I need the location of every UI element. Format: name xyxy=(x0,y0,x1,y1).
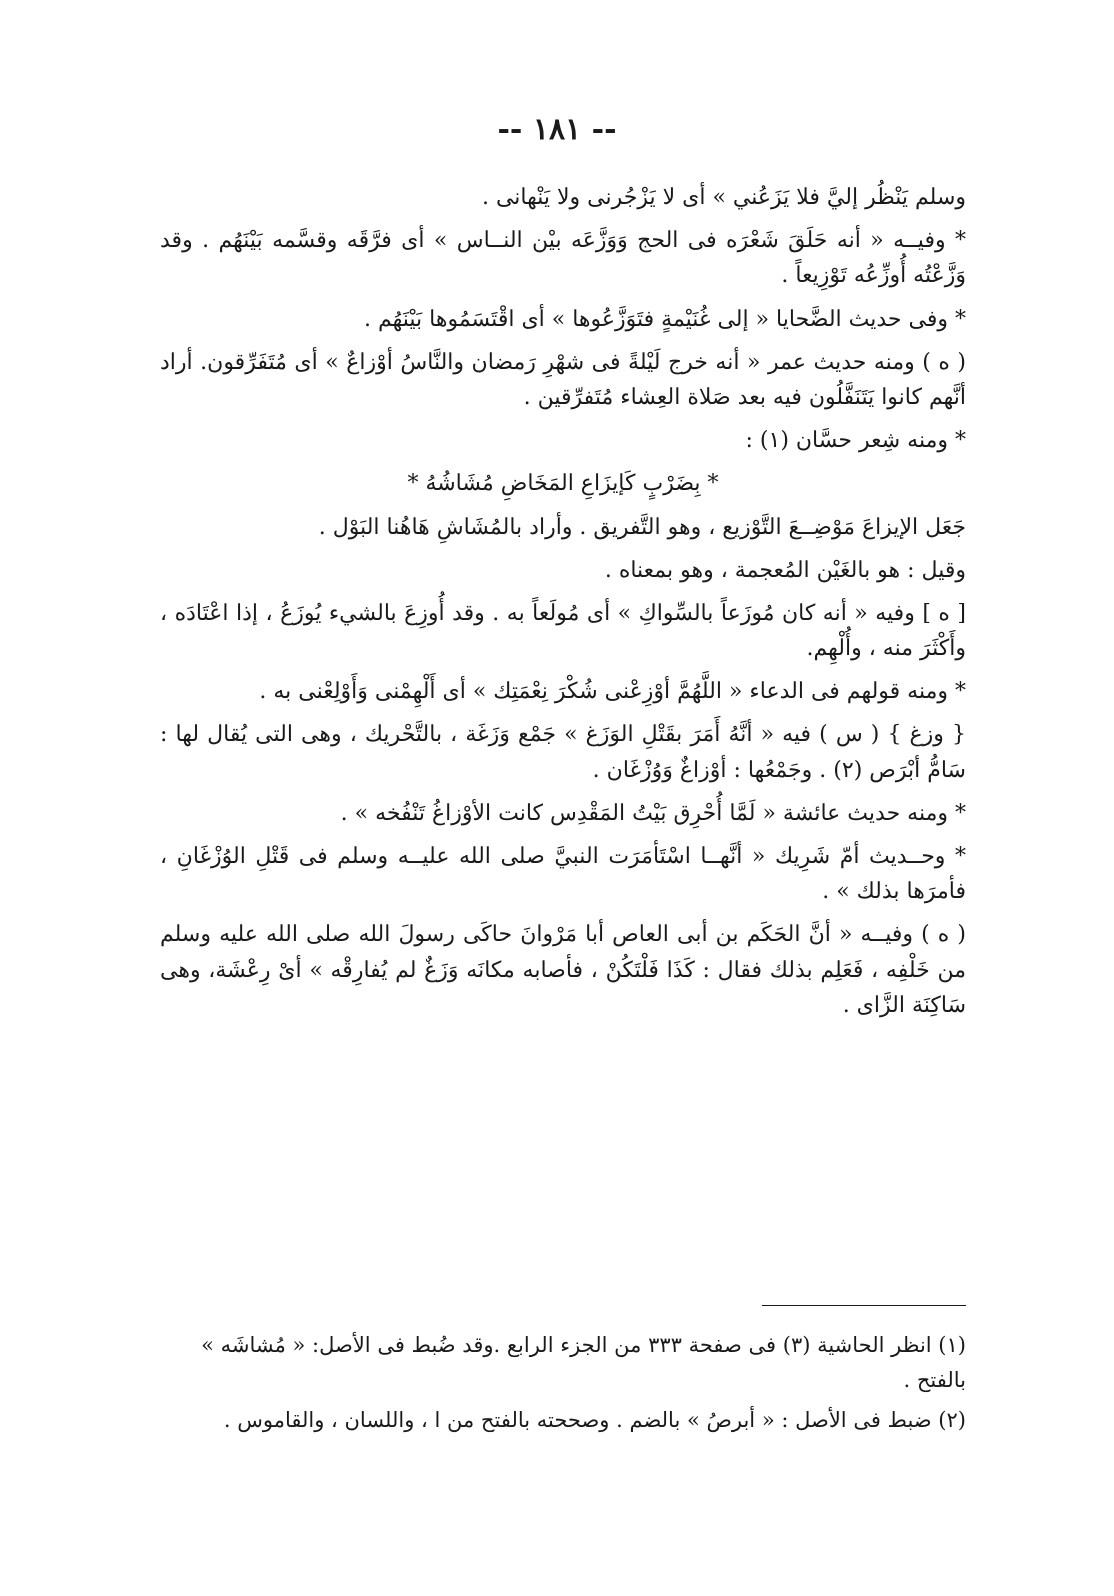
footnotes xyxy=(160,1328,966,1444)
paragraph: [ ه ] وفيه « أنه كان مُوزَعاً بالسِّواكِ » أى مُولَعاً به . وقد أُوزِعَ بالشيء يُوزَعُ ، إذا اعْتَادَه ، وأَكْثَرَ منه ، وأُلْهِم. xyxy=(160,600,966,662)
paragraph: * وفى حديث الضَّحايا « إلى غُنَيْمةٍ فتَوَزَّعُوها » أى اقْتَسَمُوها بَيْنَهُم . xyxy=(364,306,966,332)
paragraph: * ومنه قولهم فى الدعاء « اللَّهُمَّ أوْزِعْنى شُكْرَ نِعْمَتِك » أى أَلْهِمْنى وَأَوْلِعْنى به . xyxy=(259,679,966,705)
footnote: (٢) ضبط فى الأصل : « أبرصُ » بالضم . وصححته بالفتح من ا ، واللسان ، والقاموس . xyxy=(223,1408,966,1433)
paragraph: ( ه ) وفيــه « أنَّ الحَكَم بن أبى العاص أبا مَرْوانَ حاكَى رسولَ الله صلى الله عليه وسلم من خَلْفِه ، فَعَلِم بذلك فقال : كَذَا فَلْتَكُنْ ، فأصابه مكانَه وَزَغٌ لم يُفارِقْه » أىْ رِعْشَة، وهى سَاكِنَة الزَّاى . xyxy=(160,922,966,1018)
paragraph: * وفيــه « أنه حَلَقَ شَعْرَه فى الحج وَوَزَّعَه بيْن النــاس » أى فرَّقَه وقسَّمه بَيْنَهُم . وقد وَزَّعْتُه أُوزِّعُه تَوْزِيعاً . xyxy=(160,228,966,289)
paragraph: * ومنه شِعر حسَّان (١) : xyxy=(745,428,966,454)
main-text xyxy=(160,180,966,1031)
paragraph: ( ه ) ومنه حديث عمر « أنه خرج لَيْلةً فى شهْرِ رَمضان والنَّاسُ أوْزاعٌ » أى مُتَفَرِّقون. أراد أنَّهم كانوا يَتَنَفَّلُون فيه بعد صَلاة العِشاء مُتَفرِّقين . xyxy=(160,349,966,410)
paragraph: { وزغ } ( س ) فيه « أنَّهُ أَمَرَ بقَتْلِ الوَزَغ » جَمْع وَزَغَة ، بالتَّحْريك ، وهى التى يُقال لها : سَامُّ أبْرَص (٢) . وجَمْعُها : أوْزاغٌ وَوُزْغَان . xyxy=(160,722,966,783)
footnote-separator xyxy=(762,1305,966,1306)
page-number: -- ١٨١ -- xyxy=(497,112,617,147)
paragraph: وسلم يَنْظُر إليَّ فلا يَزَعُني » أى لا يَزْجُرنى ولا يَنْهانى . xyxy=(481,185,966,210)
paragraph: * ومنه حديث عائشة « لَمَّا أُحْرِق بَيْتُ المَقْدِس كانت الأوْزاغُ تَنْفُخه » . xyxy=(340,800,966,826)
footnote: (١) انظر الحاشية (٣) فى صفحة ٣٣٣ من الجزء الرابع .وقد ضُبط فى الأصل: « مُشاشَه » بالفتح . xyxy=(201,1333,966,1392)
paragraph: جَعَل الإيزاعَ مَوْضِــعَ التَّوْزيع ، وهو التَّفريق . وأراد بالمُشَاشِ هَاهُنا البَوْل . xyxy=(318,514,966,540)
verse-line: * بِضَرْبٍ كَإيزَاعِ المَخَاضِ مُشَاشُهُ * xyxy=(407,471,719,497)
paragraph: * وحــديث أمّ شَرِيك « أنَّهــا اسْتَأمَرَت النبيَّ صلى الله عليــه وسلم فى قَتْلِ الوُزْغَانِ ، فأمرَها بذلك » . xyxy=(160,844,966,905)
paragraph: وقيل : هو بالغَيْن المُعجمة ، وهو بمعناه . xyxy=(604,557,966,583)
